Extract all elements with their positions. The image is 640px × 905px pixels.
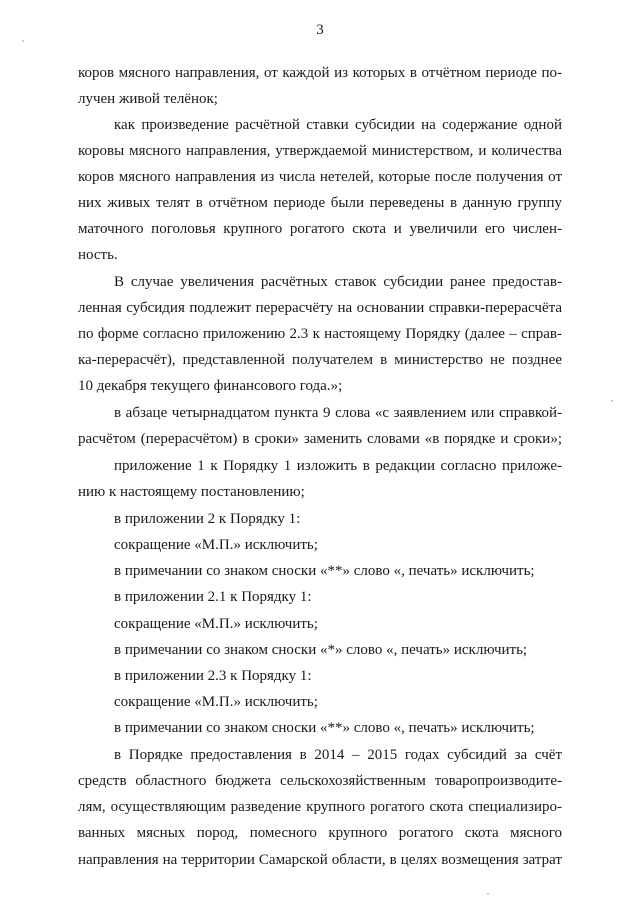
scan-speck — [22, 40, 24, 42]
text-line: в примечании со знаком сноски «**» слово «, печать» исключить; — [114, 720, 535, 736]
text-line: средств областного бюджета сельскохозяйственным товаропроизводите- — [78, 773, 562, 789]
text-line: коров мясного направления, от каждой из которых в отчётном периоде по- — [78, 65, 562, 81]
page-number: 3 — [316, 22, 324, 38]
text-line: в примечании со знаком сноски «*» слово «, печать» исключить; — [114, 642, 528, 658]
text-line: нию к настоящему постановлению; — [78, 484, 305, 500]
text-line: в приложении 2.1 к Порядку 1: — [114, 589, 312, 605]
text-line: расчётом (перерасчётом) в сроки» заменить словами «в порядке и сроки»; — [78, 431, 562, 447]
text-line: приложение 1 к Порядку 1 изложить в редакции согласно приложе- — [114, 458, 562, 474]
scan-speck — [487, 893, 489, 895]
text-line: коров мясного направления из числа нетелей, которые после получения от — [78, 169, 562, 185]
text-line: ность. — [78, 247, 118, 263]
text-line: ленная субсидия подлежит перерасчёту на основании справки-перерасчёта — [78, 300, 562, 316]
text-line: в приложении 2 к Порядку 1: — [114, 511, 301, 527]
text-line: сокращение «М.П.» исключить; — [114, 616, 318, 632]
scan-speck — [611, 400, 613, 402]
text-line: в приложении 2.3 к Порядку 1: — [114, 668, 312, 684]
text-line: в Порядке предоставления в 2014 – 2015 годах субсидий за счёт — [114, 747, 562, 763]
text-line: коровы мясного направления, утверждаемой министерством, и количества — [78, 143, 562, 159]
text-line: маточного поголовья крупного рогатого скота и увеличили его числен- — [78, 221, 562, 237]
text-line: в примечании со знаком сноски «**» слово «, печать» исключить; — [114, 563, 535, 579]
text-line: В случае увеличения расчётных ставок субсидии ранее предостав- — [114, 274, 562, 290]
text-line: по форме согласно приложению 2.3 к настоящему Порядку (далее – справ- — [78, 326, 562, 342]
text-line: лям, осуществляющим разведение крупного рогатого скота специализиро- — [78, 799, 562, 815]
text-line: сокращение «М.П.» исключить; — [114, 694, 318, 710]
text-line: как произведение расчётной ставки субсидии на содержание одной — [114, 117, 562, 133]
text-line: ка-перерасчёт), представленной получателем в министерство не позднее — [78, 352, 562, 368]
text-line: 10 декабря текущего финансового года.»; — [78, 378, 343, 394]
text-line: в абзаце четырнадцатом пункта 9 слова «с заявлением или справкой- — [114, 405, 562, 421]
text-line: ванных мясных пород, помесного крупного рогатого скота мясного — [78, 825, 562, 841]
text-line: направления на территории Самарской области, в целях возмещения затрат — [78, 852, 562, 868]
text-line: них живых телят в отчётном периоде были переведены в данную группу — [78, 195, 562, 211]
text-line: лучен живой телёнок; — [78, 91, 218, 107]
text-line: сокращение «М.П.» исключить; — [114, 537, 318, 553]
